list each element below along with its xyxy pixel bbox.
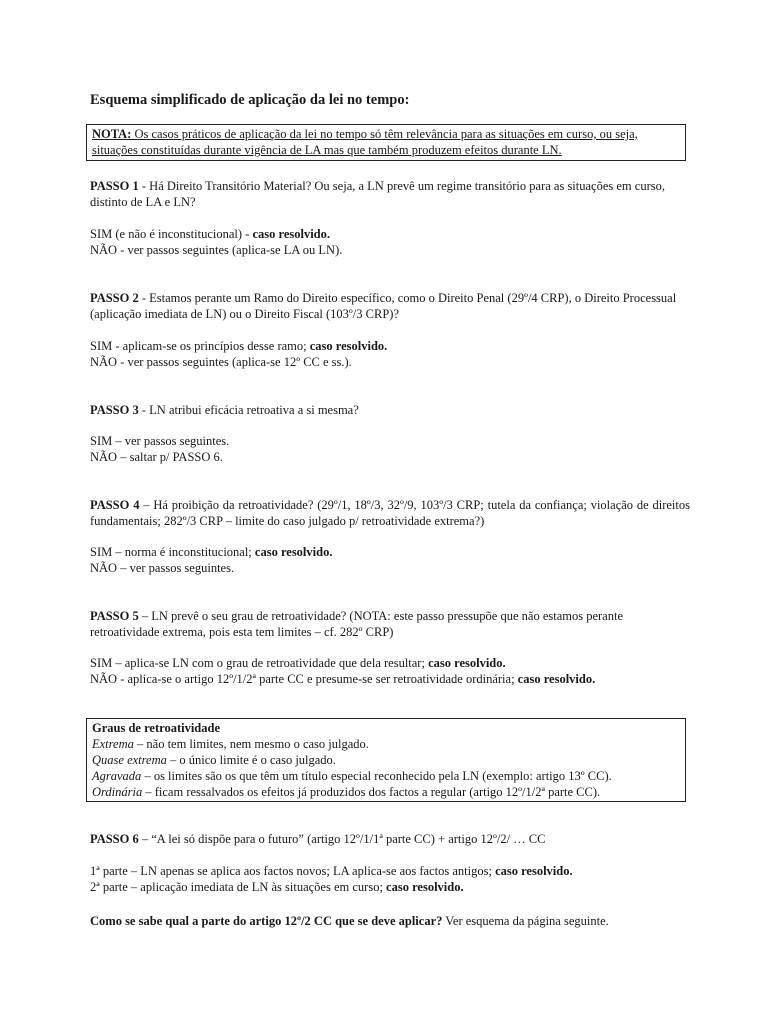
passo5-question <box>90 608 690 640</box>
graus-term: Extrema <box>92 737 134 751</box>
passo6-parte2-text: 2ª parte – aplicação imediata de LN às situações em curso; <box>90 880 387 894</box>
passo5-sim <box>90 655 690 671</box>
graus-desc: – o único limite é o caso julgado. <box>166 753 336 767</box>
passo3-label: PASSO 3 <box>90 403 139 417</box>
passo5-nao-text: NÃO - aplica-se o artigo 12º/1/2ª parte CC e presume-se ser retroatividade ordinária; <box>90 672 518 686</box>
final-question-text: Ver esquema da página seguinte. <box>442 914 609 928</box>
graus-desc: – ficam ressalvados os efeitos já produzidos dos factos a regular (artigo 12º/1/2ª parte CC). <box>142 785 601 799</box>
passo1-sim-text: SIM (e não é inconstitucional) - <box>90 227 253 241</box>
passo1-text: - Há Direito Transitório Material? Ou seja, a LN prevê um regime transitório para as situações em curso, distinto de LA e LN? <box>90 179 665 209</box>
passo3-nao: NÃO – saltar p/ PASSO 6. <box>90 450 223 464</box>
passo5-nao <box>90 671 690 687</box>
passo5-sim-text: SIM – aplica-se LN com o grau de retroatividade que dela resultar; <box>90 656 429 670</box>
passo2-sim-result: caso resolvido. <box>309 339 388 353</box>
passo6-label: PASSO 6 <box>90 832 139 846</box>
graus-item <box>92 768 680 784</box>
graus-desc: – os limites são os que têm um título especial reconhecido pela LN (exemplo: artigo 13º CC). <box>141 769 612 783</box>
graus-desc: – não tem limites, nem mesmo o caso julgado. <box>133 737 369 751</box>
passo2-label: PASSO 2 <box>90 291 139 305</box>
passo4-question <box>90 497 690 529</box>
passo5-text: – LN prevê o seu grau de retroatividade? (NOTA: este passo pressupõe que não estamos perante retroatividade extrema, pois esta tem limites – cf. 282º CRP) <box>90 609 623 639</box>
passo3-sim: SIM – ver passos seguintes. <box>90 434 230 448</box>
passo4-label: PASSO 4 <box>90 498 140 512</box>
nota-box <box>86 124 686 161</box>
passo6-parte1 <box>90 863 690 879</box>
passo4-text: – Há proibição da retroatividade? (29º/1, 18º/3, 32º/9, 103º/3 CRP; tutela da confiança; violação de direitos fundamentais; 282º/3 CRP – limite do caso julgado p/ retroatividade extrema?) <box>90 498 690 528</box>
graus-term: Quase extrema <box>92 753 167 767</box>
graus-item <box>92 784 680 800</box>
passo5-label: PASSO 5 <box>90 609 139 623</box>
passo1-sim-result: caso resolvido. <box>252 227 331 241</box>
passo6-parte2 <box>90 879 690 895</box>
passo2-text: - Estamos perante um Ramo do Direito específico, como o Direito Penal (29º/4 CRP), o Direito Processual (aplicação imediata de LN) ou o Direito Fiscal (103º/3 CRP)? <box>90 291 677 321</box>
passo1-label: PASSO 1 <box>90 179 139 193</box>
nota-text: Os casos práticos de aplicação da lei no tempo só têm relevância para as situações em curso, ou seja, situações constituídas durante vigência de LA mas que também produzem efeitos durante LN. <box>92 127 638 157</box>
passo6-text: – “A lei só dispõe para o futuro” (artigo 12º/1/1ª parte CC) + artigo 12º/2/ … CC <box>138 832 546 846</box>
nota-label: NOTA: <box>92 127 132 141</box>
passo2-sim <box>90 338 690 354</box>
passo6-parte1-result: caso resolvido. <box>495 864 573 878</box>
graus-term: Ordinária <box>92 785 143 799</box>
graus-title: Graus de retroatividade <box>92 721 221 735</box>
passo2-question <box>90 290 690 322</box>
passo4-sim-text: SIM – norma é inconstitucional; <box>90 545 255 559</box>
passo6-parte2-result: caso resolvido. <box>386 880 464 894</box>
passo1-sim <box>90 226 690 242</box>
passo5-sim-result: caso resolvido. <box>428 656 506 670</box>
passo6-parte1-text: 1ª parte – LN apenas se aplica aos factos novos; LA aplica-se aos factos antigos; <box>90 864 496 878</box>
graus-item <box>92 752 680 768</box>
graus-item <box>92 736 680 752</box>
passo3-text: - LN atribui eficácia retroativa a si mesma? <box>138 403 359 417</box>
passo4-nao: NÃO – ver passos seguintes. <box>90 561 235 575</box>
passo4-sim-result: caso resolvido. <box>254 545 333 559</box>
passo1-question <box>90 178 690 210</box>
passo3-question <box>90 402 690 418</box>
passo4-sim <box>90 544 690 560</box>
final-question-bold: Como se sabe qual a parte do artigo 12º/2 CC que se deve aplicar? <box>90 914 443 928</box>
final-question <box>90 913 690 929</box>
graus-box <box>86 718 686 802</box>
passo6-question <box>90 831 690 847</box>
page-title: Esquema simplificado de aplicação da lei no tempo: <box>90 92 410 108</box>
passo2-sim-text: SIM - aplicam-se os princípios desse ramo; <box>90 339 310 353</box>
graus-term: Agravada <box>92 769 142 783</box>
passo5-nao-result: caso resolvido. <box>517 672 596 686</box>
passo2-nao: NÃO - ver passos seguintes (aplica-se 12º CC e ss.). <box>90 355 352 369</box>
passo1-nao: NÃO - ver passos seguintes (aplica-se LA ou LN). <box>90 243 343 257</box>
